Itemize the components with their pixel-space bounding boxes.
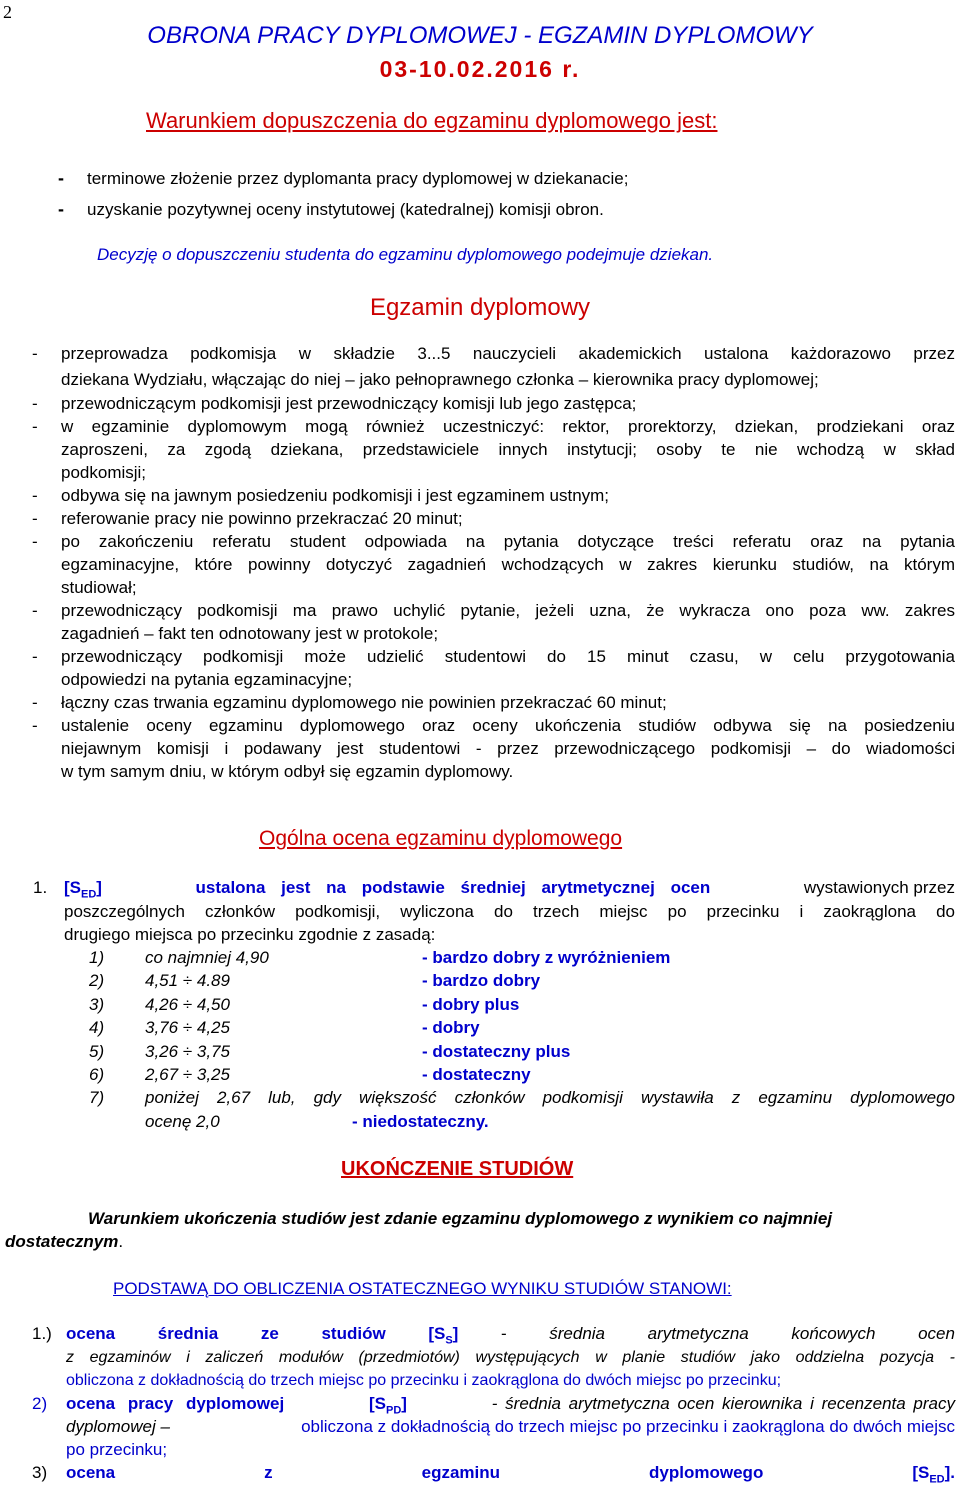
completion-text-line2: dostatecznym. (5, 1232, 124, 1251)
page-number: 2 (3, 2, 12, 22)
condition-item-2: uzyskanie pozytywnej oceny instytutowej (katedralnej) komisji obron. (87, 200, 604, 219)
exam-rule-line: łączny czas trwania egzaminu dyplomowego nie powinien przekraczać 60 minut; (61, 693, 667, 712)
exam-rule-line: odbywa się na jawnym posiedzeniu podkomisji i jest egzaminem ustnym; (61, 486, 610, 505)
basis-item2-number: 2) (32, 1394, 48, 1413)
exam-rule-line: zaproszeni, za zgodą dziekana, przedstawiciele innych instytucji; osoby te nie wchodzą w skład (61, 440, 955, 459)
general-item-line2: poszczególnych członków podkomisji, wyliczona do trzech miejsc po przecinku i zaokrąglona do (64, 902, 955, 921)
grade-range: 2,67 ÷ 3,25 (145, 1065, 230, 1084)
exam-rule-line: po zakończeniu referatu student odpowiada na pytania dotyczące treści referatu oraz na pytania (61, 532, 955, 551)
basis-item1-word: ze (260, 1324, 279, 1343)
grade-7-grade: - niedostateczny. (352, 1112, 489, 1131)
basis-item2-bold: ocena pracy dyplomowej (66, 1394, 285, 1413)
basis-item3-line1 (66, 1463, 955, 1485)
exam-rule-line: referowanie pracy nie powinno przekraczać 20 minut; (61, 509, 463, 528)
exam-rule-dash: - (32, 716, 38, 735)
grade-label: - bardzo dobry z wyróżnieniem (422, 948, 671, 967)
exam-rule-dash: - (32, 647, 38, 666)
conditions-heading: Warunkiem dopuszczenia do egzaminu dyplomowego jest: (146, 108, 718, 133)
basis-item2-rest: - średnia arytmetyczna ocen kierownika i recenzenta pracy (491, 1394, 955, 1413)
basis-item3-word: ocena (66, 1463, 116, 1482)
conditions-dash-1: - (58, 168, 64, 188)
grade-label: - dobry (422, 1018, 480, 1038)
exam-rule-dash: - (32, 509, 38, 528)
grade-label: - dostateczny (422, 1065, 531, 1084)
grade-range: 3,76 ÷ 4,25 (145, 1018, 230, 1038)
grade-number: 5) (89, 1041, 105, 1061)
basis-item2-line2 (66, 1417, 955, 1437)
grade-number: 1) (89, 948, 105, 967)
basis-item2-line2-b: obliczona z dokładnością do trzech miejsc po przecinku i zaokrąglona do dwóch miejsc (301, 1417, 955, 1436)
exam-rule-dash: - (32, 344, 38, 363)
exam-rule-line: niejawnym komisji i podawany jest studentowi - przez przewodniczącego podkomisji – do wiadomości (61, 739, 955, 758)
general-item-line1 (64, 878, 955, 900)
basis-item2-line3: po przecinku; (66, 1440, 168, 1459)
basis-item1-rest-word: średnia (549, 1324, 606, 1343)
basis-item1-dash: - (500, 1324, 507, 1343)
grade-label: - dobry plus (422, 994, 520, 1014)
basis-item3-word: egzaminu (421, 1463, 501, 1482)
general-item-number: 1. (33, 878, 48, 897)
grade-range: 4,26 ÷ 4,50 (145, 994, 230, 1014)
exam-rule-dash: - (32, 532, 38, 551)
sed-symbol-final: $[S_{ED}]$. (912, 1463, 955, 1486)
sed-symbol: $[S_{ED}]$ (64, 878, 102, 901)
basis-item1-word: studiów (321, 1324, 386, 1343)
exam-rule-line: przewodniczący podkomisji ma prawo uchylić pytanie, jeżeli uzna, że wykracza ono poza ww. zakres (61, 601, 955, 620)
grade-7-text: poniżej 2,67 lub, gdy większość członków podkomisji wystawiła z egzaminu dyplomowego (145, 1088, 955, 1107)
exam-rule-dash: - (32, 417, 38, 436)
condition-item-1: terminowe złożenie przez dyplomanta pracy dyplomowej w dziekanacie; (87, 169, 629, 188)
basis-item1-rest-word: ocen (918, 1324, 955, 1343)
conditions-dash-2: - (58, 199, 64, 219)
grade-number: 6) (89, 1065, 105, 1084)
spd-symbol: $[S_{PD}]$ (369, 1394, 407, 1417)
general-item-bold: ustalona jest na podstawie średniej arytmetycznej ocen (195, 878, 711, 897)
basis-item1-number: 1.) (32, 1324, 52, 1343)
general-heading: Ogólna ocena egzaminu dyplomowego (259, 827, 623, 850)
basis-item3-word: dyplomowego (649, 1463, 764, 1482)
completion-heading: UKOŃCZENIE STUDIÓW (341, 1158, 574, 1180)
basis-item1-line2: z egzaminów i zaliczeń modułów (przedmiotów) występujących w planie studiów jako oddzielna pozycja - (66, 1349, 955, 1366)
exam-rule-line: studiował; (61, 578, 137, 597)
grade-number: 2) (89, 971, 105, 991)
exam-heading: Egzamin dyplomowy (369, 294, 591, 321)
ss-symbol: $[S_S]$ (428, 1324, 459, 1347)
basis-item1-line1 (66, 1324, 955, 1346)
exam-rule-line: przewodniczącym podkomisji jest przewodniczący komisji lub jego zastępca; (61, 394, 637, 413)
basis-item2-line1 (66, 1394, 955, 1416)
exam-rule-line: dziekana Wydziału, włączając do niej – jako pełnoprawnego członka – kierownika pracy dyplomowej; (61, 370, 819, 389)
exam-rule-line: w egzaminie dyplomowym mogą również uczestniczyć: rektor, prorektorzy, dziekan, prodziekani oraz (61, 417, 955, 436)
exam-rule-line: zagadnień – fakt ten odnotowany jest w protokole; (61, 624, 439, 643)
exam-rule-dash: - (32, 394, 38, 413)
basis-item3-number: 3) (32, 1463, 48, 1482)
exam-rule-line: przewodniczący podkomisji może udzielić studentowi do 15 minut czasu, w celu przygotowania (61, 647, 955, 666)
grade-number: 4) (89, 1018, 105, 1038)
basis-item2-line2-a: dyplomowej – (66, 1417, 170, 1436)
basis-item1-line3: obliczona z dokładnością do trzech miejsc po przecinku i zaokrąglona do dwóch miejsc po przecinku; (66, 1372, 782, 1389)
grade-label: - bardzo dobry (422, 971, 541, 991)
exam-rule-line: odpowiedzi na pytania egzaminacyjne; (61, 670, 353, 689)
grade-range: 4,51 ÷ 4.89 (145, 971, 230, 991)
grade-number: 3) (89, 994, 105, 1014)
grade-7-line2: ocenę 2,0 (145, 1112, 220, 1131)
exam-rule-line: egzaminacyjne, które powinny dotyczyć zagadnień wchodzących w zakres kierunku studiów, na którym (61, 555, 955, 574)
general-item-line3: drugiego miejsca po przecinku zgodnie z zasadą: (64, 925, 436, 944)
exam-rule-line: ustalenie oceny egzaminu dyplomowego oraz oceny ukończenia studiów odbywa się na posiedzeniu (61, 716, 955, 735)
exam-rule-dash: - (32, 693, 38, 712)
exam-rule-dash: - (32, 601, 38, 620)
document-title: OBRONA PRACY DYPLOMOWEJ - EGZAMIN DYPLOMOWY (147, 22, 813, 49)
exam-rule-dash: - (32, 486, 38, 505)
basis-item1-rest-word: końcowych (791, 1324, 876, 1343)
grade-range: 3,26 ÷ 3,75 (145, 1041, 230, 1061)
general-item-rest: wystawionych przez (803, 878, 955, 897)
completion-text-line1: Warunkiem ukończenia studiów jest zdanie egzaminu dyplomowego z wynikiem co najmniej (88, 1209, 833, 1228)
basis-item1-word: ocena (66, 1324, 116, 1343)
exam-rule-line: w tym samym dniu, w którym odbył się egzamin dyplomowy. (61, 762, 514, 781)
basis-item3-word: z (264, 1463, 273, 1482)
basis-item1-rest-word: arytmetyczna (647, 1324, 749, 1343)
grade-range: co najmniej 4,90 (145, 948, 269, 967)
grade-7-number: 7) (89, 1088, 105, 1107)
basis-item1-word: średnia (157, 1324, 219, 1343)
grade-label: - dostateczny plus (422, 1041, 571, 1061)
exam-rule-line: podkomisji; (61, 463, 147, 482)
decision-note: Decyzję o dopuszczeniu studenta do egzaminu dyplomowego podejmuje dziekan. (97, 245, 714, 264)
exam-rule-line: przeprowadza podkomisja w składzie 3...5 nauczycieli akademickich ustalona każdorazowo przez (61, 344, 955, 363)
basis-heading: PODSTAWĄ DO OBLICZENIA OSTATECZNEGO WYNIKU STUDIÓW STANOWI: (113, 1279, 732, 1298)
exam-dates: 03-10.02.2016 r. (379, 56, 581, 82)
